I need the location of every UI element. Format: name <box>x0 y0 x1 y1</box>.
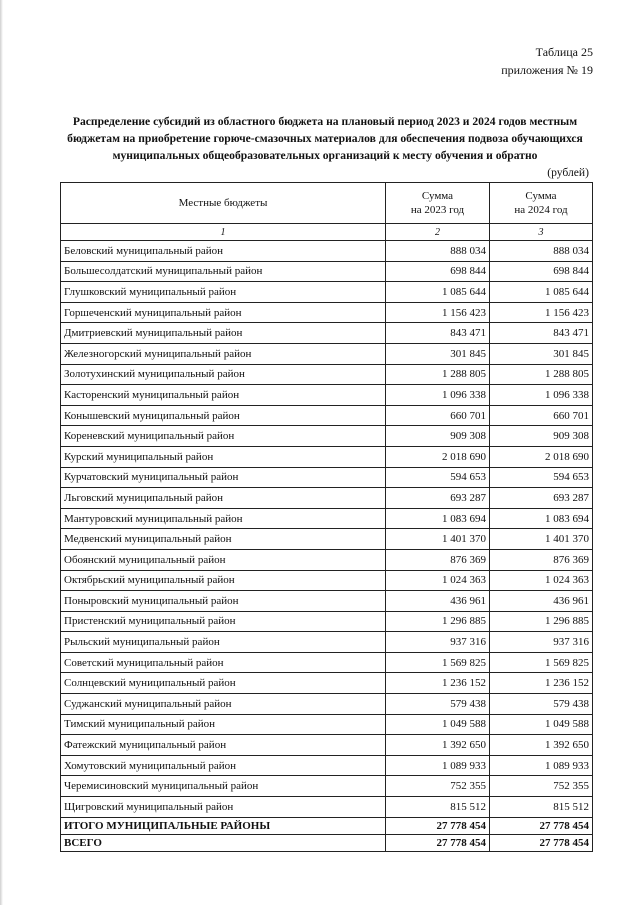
amount-2024-cell: 937 316 <box>490 632 593 653</box>
amount-2024-cell: 1 083 694 <box>490 508 593 529</box>
table-row <box>61 529 593 550</box>
amount-2024-cell: 1 024 363 <box>490 570 593 591</box>
district-name-cell: Льговский муниципальный район <box>61 488 386 509</box>
column-number: 2 <box>386 224 490 241</box>
amount-2023-cell: 1 392 650 <box>386 735 490 756</box>
title-line: бюджетам на приобретение горюче-смазочных материалов для обеспечения подвоза обучающихся <box>67 132 583 145</box>
district-name-cell: Фатежский муниципальный район <box>61 735 386 756</box>
amount-2024-cell: 1 569 825 <box>490 652 593 673</box>
table-row <box>61 570 593 591</box>
table-row <box>61 343 593 364</box>
amount-2024-cell: 843 471 <box>490 323 593 344</box>
table-row <box>61 488 593 509</box>
amount-2024-cell: 27 778 454 <box>490 817 593 834</box>
amount-2023-cell: 579 438 <box>386 694 490 715</box>
amount-2024-cell: 660 701 <box>490 405 593 426</box>
amount-2023-cell: 909 308 <box>386 426 490 447</box>
table-row <box>61 714 593 735</box>
district-name-cell: Пристенский муниципальный район <box>61 611 386 632</box>
table-label: Таблица 25 <box>535 45 593 59</box>
table-row <box>61 797 593 818</box>
amount-2023-cell: 1 089 933 <box>386 755 490 776</box>
amount-2024-cell: 1 085 644 <box>490 282 593 303</box>
district-name-cell: Черемисиновский муниципальный район <box>61 776 386 797</box>
amount-2023-cell: 436 961 <box>386 591 490 612</box>
amount-2023-cell: 660 701 <box>386 405 490 426</box>
district-name-cell: Октябрьский муниципальный район <box>61 570 386 591</box>
amount-2024-cell: 1 288 805 <box>490 364 593 385</box>
amount-2024-cell: 436 961 <box>490 591 593 612</box>
district-name-cell: Железногорский муниципальный район <box>61 343 386 364</box>
table-row <box>61 694 593 715</box>
amount-2023-cell: 1 156 423 <box>386 302 490 323</box>
table-row <box>61 549 593 570</box>
table-row <box>61 776 593 797</box>
district-name-cell: Большесолдатский муниципальный район <box>61 261 386 282</box>
amount-2024-cell: 594 653 <box>490 467 593 488</box>
header-sum-2024: Сумма на 2024 год <box>490 183 593 224</box>
column-number: 1 <box>61 224 386 241</box>
district-name-cell: ВСЕГО <box>61 834 386 851</box>
amount-2023-cell: 1 236 152 <box>386 673 490 694</box>
amount-2023-cell: 1 288 805 <box>386 364 490 385</box>
amount-2024-cell: 876 369 <box>490 549 593 570</box>
amount-2023-cell: 693 287 <box>386 488 490 509</box>
table-row <box>61 611 593 632</box>
reference-block <box>293 44 593 61</box>
amount-2024-cell: 27 778 454 <box>490 834 593 851</box>
amount-2023-cell: 937 316 <box>386 632 490 653</box>
scan-edge-shadow <box>0 0 3 905</box>
table-row <box>61 241 593 262</box>
amount-2023-cell: 1 083 694 <box>386 508 490 529</box>
table-row <box>61 385 593 406</box>
amount-2023-cell: 1 096 338 <box>386 385 490 406</box>
subsidy-table <box>60 182 593 852</box>
amount-2023-cell: 1 296 885 <box>386 611 490 632</box>
table-row <box>61 261 593 282</box>
district-name-cell: Горшеченский муниципальный район <box>61 302 386 323</box>
amount-2024-cell: 815 512 <box>490 797 593 818</box>
table-row <box>61 673 593 694</box>
district-name-cell: Медвенский муниципальный район <box>61 529 386 550</box>
amount-2023-cell: 1 049 588 <box>386 714 490 735</box>
district-name-cell: Хомутовский муниципальный район <box>61 755 386 776</box>
amount-2023-cell: 594 653 <box>386 467 490 488</box>
amount-2024-cell: 579 438 <box>490 694 593 715</box>
district-name-cell: Кореневский муниципальный район <box>61 426 386 447</box>
district-name-cell: Курский муниципальный район <box>61 446 386 467</box>
district-name-cell: Советский муниципальный район <box>61 652 386 673</box>
table-row <box>61 632 593 653</box>
table-row <box>61 508 593 529</box>
reference-block-appendix <box>293 62 593 79</box>
district-name-cell: Конышевский муниципальный район <box>61 405 386 426</box>
amount-2023-cell: 888 034 <box>386 241 490 262</box>
title-line: муниципальных общеобразовательных организаций к месту обучения и обратно <box>112 149 538 162</box>
total-row <box>61 817 593 834</box>
amount-2023-cell: 1 024 363 <box>386 570 490 591</box>
appendix-label: приложения № 19 <box>501 63 593 77</box>
district-name-cell: Глушковский муниципальный район <box>61 282 386 303</box>
amount-2024-cell: 752 355 <box>490 776 593 797</box>
amount-2023-cell: 27 778 454 <box>386 817 490 834</box>
district-name-cell: Мантуровский муниципальный район <box>61 508 386 529</box>
district-name-cell: Щигровский муниципальный район <box>61 797 386 818</box>
amount-2023-cell: 301 845 <box>386 343 490 364</box>
table-row <box>61 323 593 344</box>
amount-2023-cell: 1 401 370 <box>386 529 490 550</box>
amount-2023-cell: 2 018 690 <box>386 446 490 467</box>
district-name-cell: Курчатовский муниципальный район <box>61 467 386 488</box>
amount-2023-cell: 1 569 825 <box>386 652 490 673</box>
amount-2024-cell: 888 034 <box>490 241 593 262</box>
amount-2023-cell: 27 778 454 <box>386 834 490 851</box>
amount-2024-cell: 1 049 588 <box>490 714 593 735</box>
table-row <box>61 302 593 323</box>
table-row <box>61 426 593 447</box>
table-row <box>61 446 593 467</box>
amount-2024-cell: 2 018 690 <box>490 446 593 467</box>
title-line: Распределение субсидий из областного бюджета на плановый период 2023 и 2024 годов местным <box>72 115 578 128</box>
amount-2023-cell: 815 512 <box>386 797 490 818</box>
district-name-cell: Тимский муниципальный район <box>61 714 386 735</box>
district-name-cell: Поныровский муниципальный район <box>61 591 386 612</box>
table-row <box>61 364 593 385</box>
district-name-cell: Суджанский муниципальный район <box>61 694 386 715</box>
amount-2023-cell: 1 085 644 <box>386 282 490 303</box>
amount-2024-cell: 1 392 650 <box>490 735 593 756</box>
district-name-cell: Дмитриевский муниципальный район <box>61 323 386 344</box>
amount-2024-cell: 1 156 423 <box>490 302 593 323</box>
amount-2024-cell: 909 308 <box>490 426 593 447</box>
total-row <box>61 834 593 851</box>
table-row <box>61 282 593 303</box>
units-label: (рублей) <box>547 166 589 179</box>
document-title <box>60 113 590 164</box>
amount-2023-cell: 876 369 <box>386 549 490 570</box>
amount-2024-cell: 1 236 152 <box>490 673 593 694</box>
column-number-row <box>61 224 593 241</box>
amount-2023-cell: 752 355 <box>386 776 490 797</box>
amount-2024-cell: 1 401 370 <box>490 529 593 550</box>
header-sum-2023: Сумма на 2023 год <box>386 183 490 224</box>
amount-2023-cell: 843 471 <box>386 323 490 344</box>
amount-2023-cell: 698 844 <box>386 261 490 282</box>
amount-2024-cell: 1 096 338 <box>490 385 593 406</box>
amount-2024-cell: 301 845 <box>490 343 593 364</box>
table-row <box>61 591 593 612</box>
amount-2024-cell: 1 296 885 <box>490 611 593 632</box>
table-row <box>61 405 593 426</box>
amount-2024-cell: 693 287 <box>490 488 593 509</box>
district-name-cell: Касторенский муниципальный район <box>61 385 386 406</box>
table-header-row <box>61 183 593 224</box>
header-local-budgets: Местные бюджеты <box>61 183 386 224</box>
amount-2024-cell: 1 089 933 <box>490 755 593 776</box>
district-name-cell: ИТОГО МУНИЦИПАЛЬНЫЕ РАЙОНЫ <box>61 817 386 834</box>
table-row <box>61 735 593 756</box>
district-name-cell: Солнцевский муниципальный район <box>61 673 386 694</box>
district-name-cell: Обоянский муниципальный район <box>61 549 386 570</box>
column-number: 3 <box>490 224 593 241</box>
table-row <box>61 755 593 776</box>
amount-2024-cell: 698 844 <box>490 261 593 282</box>
district-name-cell: Рыльский муниципальный район <box>61 632 386 653</box>
district-name-cell: Золотухинский муниципальный район <box>61 364 386 385</box>
district-name-cell: Беловский муниципальный район <box>61 241 386 262</box>
table-row <box>61 652 593 673</box>
table-row <box>61 467 593 488</box>
